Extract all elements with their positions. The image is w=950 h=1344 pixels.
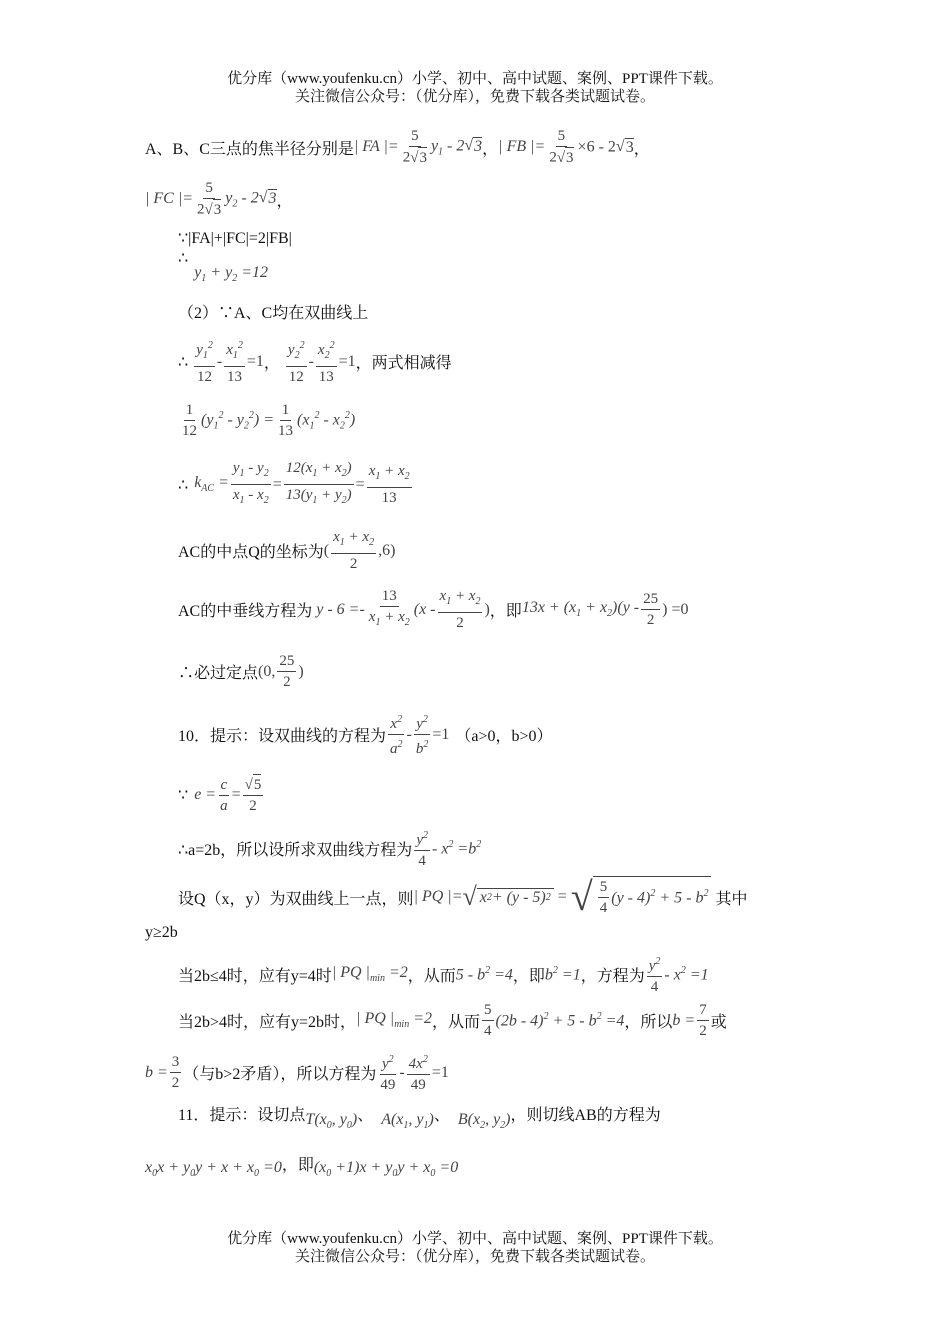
q11-text: 11．提示：设切点 (178, 1107, 306, 1124)
header-line-1: 优分库（www.youfenku.cn）小学、初中、高中试题、案例、PPT课件下载。 (227, 71, 723, 87)
part2-text: （2）∵A、C均在双曲线上 (178, 305, 369, 322)
eccentricity-line: ∵ e = $\frac{c}{a}$ = √ 5 2 (178, 774, 265, 816)
case2-result-text: （与b>2矛盾），所以方程为 (183, 1066, 377, 1083)
case1-text-b: ，从而 (407, 968, 456, 985)
case1-line: 当2b≤4时，应有y=4时 | PQ $|_{min} =2$ ，从而 $5 - b^2 =4$ ，即 $b^2 =1$ ，方程为 $\frac{y^2}{4}$ - $x^2 =1$ (178, 952, 709, 997)
case2-text-d: 或 (710, 1014, 727, 1031)
hyperbola-form-text: ∴a=2b，所以设所求双曲线方程为 (178, 842, 413, 859)
q10-line: 10．提示：设双曲线的方程为 $\frac{x^2}{a^2}$ - $\frac{y^2}{b^2}$ =1 （a>0，b>0） (178, 710, 553, 759)
sum-condition-text: ∵|FA|+|FC|=2|FB| (178, 230, 292, 247)
case2-text-c: ，所以 (624, 1014, 673, 1031)
tangent-equation-line: $x_0x + y_0y + x + x_0 =0$ ，即 $(x_0 +1)x + y_0y + x_0 =0$ (145, 1152, 458, 1175)
difference-equation-line: $\frac{1}{12}$ $(y_1^2 - y_2^2)$ = $\frac{1}{13}$ $(x_1^2 - x_2^2)$ (182, 402, 356, 439)
namely-text-2: ，即 (281, 1157, 314, 1174)
case2-result-line: b = $\frac{3}{2}$ （与b>2矛盾），所以方程为 $\frac{y^2}{49}$ - $\frac{4x^2}{49}$ =1 (145, 1050, 449, 1095)
hyperbola-equations-line: ∴ $\frac{y_1^2}{12}$ - $\frac{x_1^2}{13}$ =1 ， $\frac{y_2^2}{12}$ - $\frac{x_2^2}{13}$ =1 ，两式相减得 (178, 336, 452, 387)
y-range-line (145, 924, 178, 942)
bisector-text: AC的中垂线方程为 (178, 603, 313, 620)
therefore-symbol: ∴ (178, 250, 189, 268)
footer-line-2: 关注微信公众号：（优分库），免费下载各类试题试卷。 (294, 1249, 655, 1265)
fc-radius-line: | FC |= 5 2√ 3 $y_2 - 2√$ 3 ， (145, 180, 293, 218)
case1-text-c: ，即 (512, 968, 545, 985)
therefore-symbol: ∴ (178, 476, 189, 494)
part2-line (178, 300, 368, 323)
footer-line-1: 优分库（www.youfenku.cn）小学、初中、高中试题、案例、PPT课件下载。 (227, 1231, 723, 1247)
y-sum-line: ∴ $y_1 + y_2 =12$ (178, 250, 268, 285)
fixed-point-line: ∴必过定点 (0, $\frac{25}{2}$ ) (178, 653, 304, 690)
subtract-text: ，两式相减得 (355, 355, 452, 372)
fixed-point-text: ∴必过定点 (178, 665, 259, 682)
hyperbola-form-line: ∴a=2b，所以设所求双曲线方程为 $\frac{y^2}{4}$ - $x^2 =b^2$ (178, 826, 481, 871)
focal-radius-line: A、B、C三点的焦半径分别是 | FA |= 5 2√ 3 $y_1 - 2√$ 3 ， | FB |= 5 2√ 3 ×6 - 2√ 3 ， (145, 128, 650, 166)
where-text: 其中 (715, 890, 748, 908)
distance-text: 设Q（x，y）为双曲线上一点，则 (178, 890, 414, 908)
separator: 、 (433, 1107, 450, 1124)
q11-tail-text: ，则切线AB的方程为 (510, 1107, 661, 1124)
distance-line: 设Q（x，y）为双曲线上一点，则 | PQ |= √ x 2 + (y - 5) 2 = √ $\frac{5}{4}$ $(y - 4)^2 + 5 - b^2$ 其中 (178, 874, 748, 919)
sum-condition-line (178, 228, 292, 248)
namely-text: ，即 (489, 603, 522, 620)
case1-text-a: 当2b≤4时，应有y=4时 (178, 968, 332, 985)
focal-radius-text: A、B、C三点的焦半径分别是 (145, 140, 354, 158)
midpoint-text: AC的中点Q的坐标为 (178, 544, 324, 561)
perpendicular-bisector-line: AC的中垂线方程为 y - 6 =- $\frac{13}{x_1 + x_2}$ (x - $\frac{x_1 + x_2}{2}$ ) ，即 $13x + (x_1 + x_2)(y$ - $\frac{25}{2}$ ) =0 (178, 588, 689, 631)
separator: 、 (357, 1107, 374, 1124)
case2-text-a: 当2b>4时，应有y=2b时， (178, 1014, 357, 1031)
q11-line: 11．提示：设切点 $T(x_0$, $y_0$) 、 $A(x_1$, $y_1$) 、 $B(x_2$, $y_2$) ，则切线AB的方程为 (178, 1102, 661, 1125)
because-symbol: ∵ (178, 787, 189, 804)
therefore-symbol: ∴ (178, 353, 189, 371)
case1-text-d: ，方程为 (580, 968, 645, 985)
header-line-2: 关注微信公众号：（优分库），免费下载各类试题试卷。 (294, 89, 655, 105)
slope-line: ∴ $k_{AC}$ = $\frac{y_1 - y_2}{x_1 - x_2}$ = $\frac{12(x_1 + x_2)}{13(y_1 + y_2)}$ = $\frac{x_1 + x_2}{13}$ (178, 460, 410, 506)
y-range-text: y≥2b (145, 924, 178, 941)
q10-text: 10．提示：设双曲线的方程为 (178, 728, 387, 745)
case2-text-b: ，从而 (431, 1014, 480, 1031)
case2-line: 当2b>4时，应有y=2b时， | PQ $|_{min} =2$ ，从而 $\frac{5}{4}$ $(2b - 4)^2 + 5 - b^2 =4$ ，所以 b = $\frac{7}{2}$ 或 (178, 1002, 727, 1039)
q10-condition: （a>0，b>0） (455, 728, 553, 745)
midpoint-line: AC的中点Q的坐标为 ( $\frac{x_1 + x_2}{2}$ ,6) (178, 529, 396, 572)
